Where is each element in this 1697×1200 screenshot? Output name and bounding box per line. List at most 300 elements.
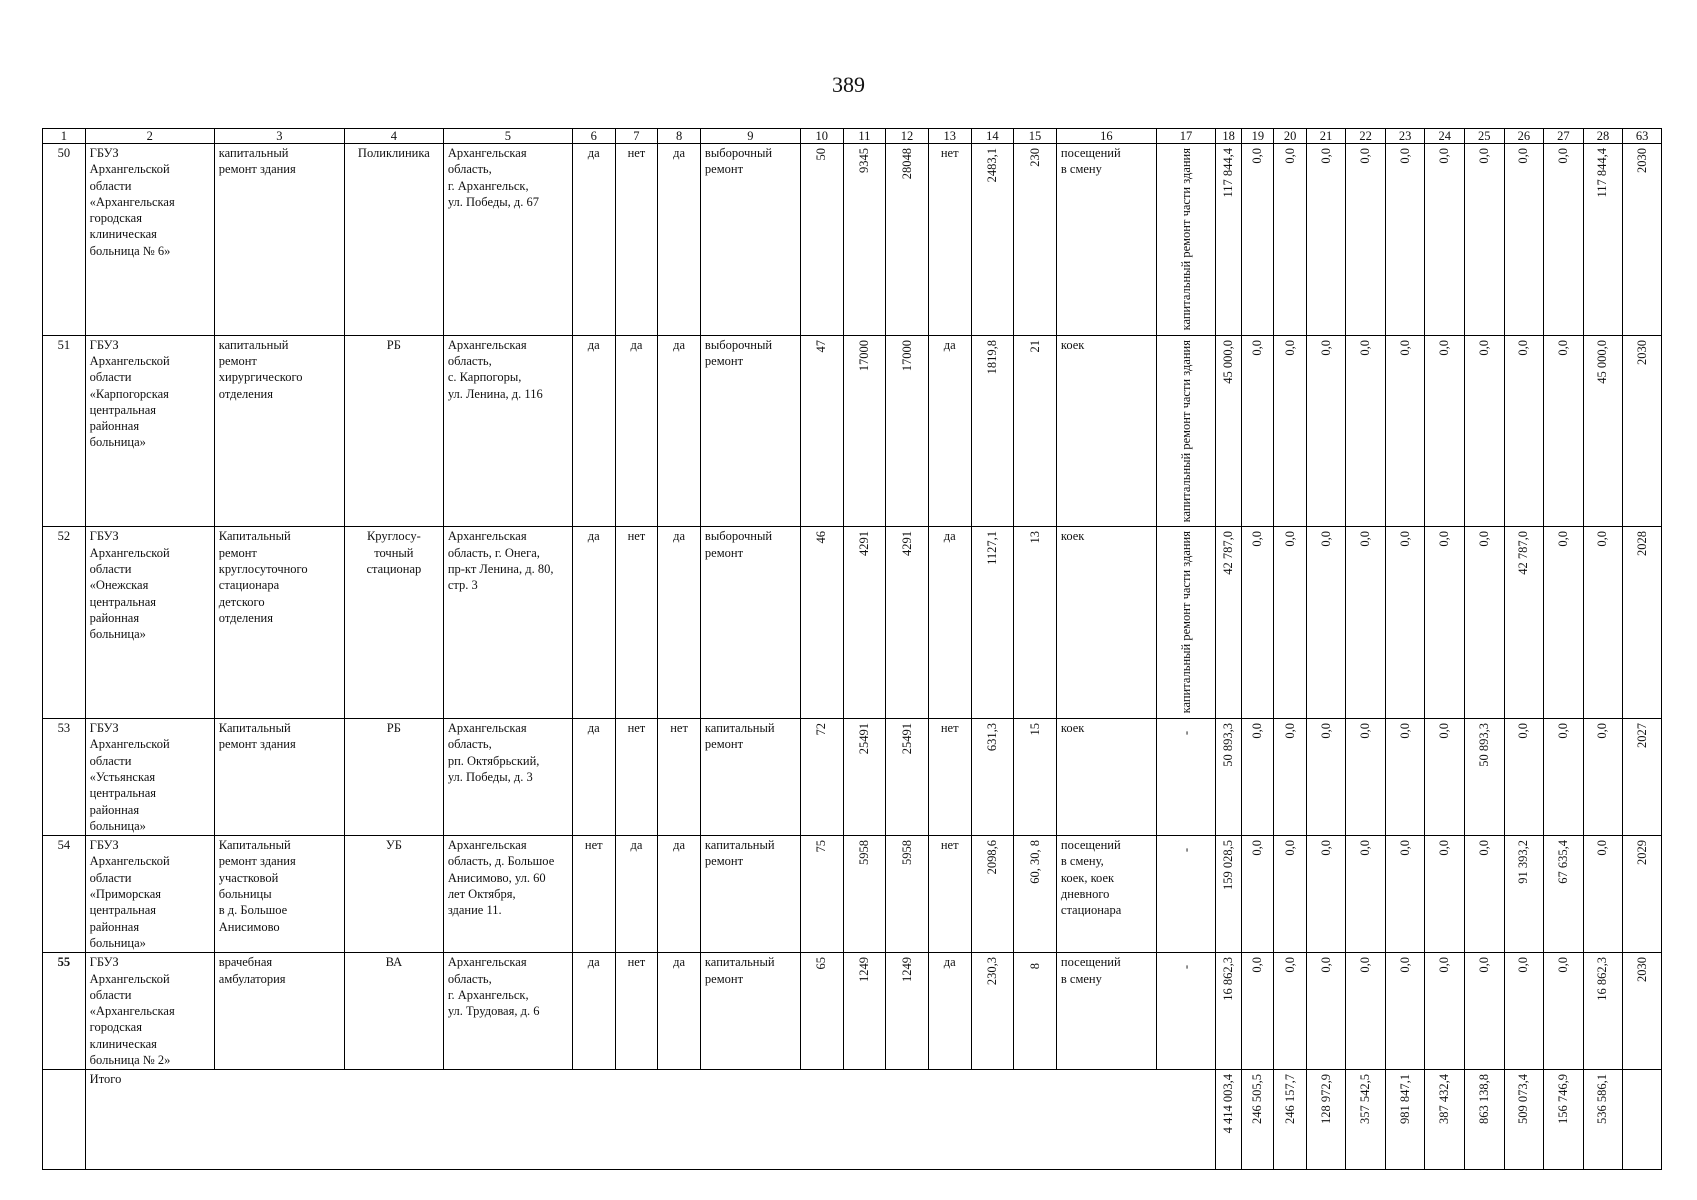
cell-c7: да	[615, 335, 658, 527]
cell-value: 60, 30, 8	[1027, 840, 1042, 884]
cell-c21	[1306, 953, 1346, 1070]
cell-c3: врачебная амбулатория	[214, 953, 344, 1070]
cell-c28	[1583, 335, 1623, 527]
cell-c27	[1544, 953, 1584, 1070]
cell-value: 0,0	[1397, 531, 1412, 548]
column-number-header: 12	[886, 129, 929, 144]
cell-value: 0,0	[1437, 957, 1452, 973]
cell-value: 0,0	[1437, 840, 1452, 856]
cell-c12	[886, 144, 929, 336]
cell-c10	[800, 836, 843, 953]
cell-value: 0,0	[1476, 339, 1491, 356]
cell-c2: ГБУЗ Архангельской области «Приморская центральная районная больница»	[85, 836, 214, 953]
cell-c2: ГБУЗ Архангельской области «Устьянская центральная районная больница»	[85, 719, 214, 836]
column-number-header: 22	[1346, 129, 1386, 144]
total-value: 128 972,9	[1318, 1074, 1333, 1125]
cell-c11	[843, 836, 886, 953]
cell-c14	[971, 335, 1014, 527]
cell-value: 0,0	[1397, 840, 1412, 856]
cell-c11	[843, 335, 886, 527]
total-value: 246 157,7	[1282, 1074, 1297, 1125]
cell-value: 45 000,0	[1221, 339, 1236, 384]
cell-c22	[1346, 527, 1386, 719]
total-label: Итого	[85, 1070, 1216, 1170]
cell-value: капитальный ремонт части здания	[1179, 339, 1193, 523]
cell-value: 0,0	[1250, 723, 1265, 739]
cell-value: 0,0	[1250, 148, 1265, 164]
cell-c20	[1274, 836, 1306, 953]
cell-c24	[1425, 144, 1465, 336]
cell-c22	[1346, 719, 1386, 836]
cell-value: 0,0	[1595, 840, 1610, 856]
cell-c28	[1583, 836, 1623, 953]
column-number-header: 4	[344, 129, 443, 144]
cell-value: 117 844,4	[1595, 148, 1610, 198]
cell-value: 0,0	[1282, 840, 1297, 856]
column-number-header: 13	[928, 129, 971, 144]
cell-value: 0,0	[1318, 723, 1333, 739]
column-number-header: 1	[43, 129, 86, 144]
cell-value: -	[1179, 730, 1193, 736]
cell-c14	[971, 719, 1014, 836]
cell-c20	[1274, 953, 1306, 1070]
cell-value: 25491	[856, 723, 871, 755]
cell-c16: посещений в смену	[1056, 953, 1156, 1070]
cell-c9: выборочный ремонт	[700, 527, 800, 719]
cell-value: 45 000,0	[1595, 339, 1610, 384]
cell-c4: Поликлиника	[344, 144, 443, 336]
cell-c14	[971, 144, 1014, 336]
cell-value: 0,0	[1282, 148, 1297, 164]
cell-value: 0,0	[1250, 840, 1265, 856]
cell-c12	[886, 335, 929, 527]
cell-value: 0,0	[1595, 531, 1610, 548]
cell-c15	[1014, 335, 1057, 527]
cell-value: 42 787,0	[1516, 531, 1531, 576]
cell-c3: капитальный ремонт хирургического отделения	[214, 335, 344, 527]
cell-c6: да	[572, 953, 615, 1070]
cell-c63	[1623, 144, 1662, 336]
column-number-header: 7	[615, 129, 658, 144]
cell-value: 0,0	[1476, 957, 1491, 973]
cell-value: 0,0	[1555, 957, 1570, 973]
column-number-header: 27	[1544, 129, 1584, 144]
cell-c25	[1464, 719, 1504, 836]
cell-c2: ГБУЗ Архангельской области «Архангельская городская клиническая больница № 2»	[85, 953, 214, 1070]
cell-value: 5958	[856, 840, 871, 866]
cell-c15	[1014, 836, 1057, 953]
cell-c27	[1544, 836, 1584, 953]
cell-value: 0,0	[1250, 339, 1265, 356]
cell-c12	[886, 836, 929, 953]
cell-value: 0,0	[1282, 339, 1297, 356]
cell-c11	[843, 953, 886, 1070]
total-value: 156 746,9	[1555, 1074, 1570, 1125]
cell-value: 16 862,3	[1595, 957, 1610, 1002]
column-number-header: 24	[1425, 129, 1465, 144]
cell-c17	[1156, 144, 1215, 336]
cell-value: -	[1179, 965, 1193, 970]
cell-value: 0,0	[1282, 531, 1297, 548]
cell-c14	[971, 953, 1014, 1070]
cell-c24	[1425, 527, 1465, 719]
cell-value: 0,0	[1476, 840, 1491, 856]
cell-c27	[1544, 527, 1584, 719]
cell-value: 72	[814, 723, 829, 736]
cell-value: 0,0	[1250, 531, 1265, 548]
cell-value: 2098,6	[984, 840, 999, 875]
cell-value: 8	[1027, 963, 1042, 970]
column-number-header: 63	[1623, 129, 1662, 144]
cell-c3: Капитальный ремонт круглосуточного стационара детского отделения	[214, 527, 344, 719]
total-cell-c26	[1504, 1070, 1544, 1170]
cell-c27	[1544, 335, 1584, 527]
cell-c5: Архангельская область, д. Большое Анисимово, ул. 60 лет Октября, здание 11.	[443, 836, 572, 953]
cell-value: 2030	[1634, 339, 1649, 365]
cell-c1: 51	[43, 335, 86, 527]
cell-value: 0,0	[1397, 339, 1412, 356]
cell-c28	[1583, 719, 1623, 836]
cell-c21	[1306, 719, 1346, 836]
table-row	[43, 836, 1662, 953]
cell-c17	[1156, 527, 1215, 719]
cell-c19	[1242, 527, 1274, 719]
cell-value: 0,0	[1318, 840, 1333, 856]
cell-c11	[843, 144, 886, 336]
total-cell-c19	[1242, 1070, 1274, 1170]
cell-c4: УБ	[344, 836, 443, 953]
cell-value: 230,3	[984, 957, 999, 986]
cell-value: 0,0	[1516, 723, 1531, 739]
cell-c24	[1425, 836, 1465, 953]
column-number-header: 28	[1583, 129, 1623, 144]
cell-c23	[1385, 836, 1425, 953]
cell-value: 1249	[899, 957, 914, 983]
cell-value: 230	[1027, 148, 1042, 167]
cell-value: 15	[1027, 723, 1042, 736]
cell-c16: коек	[1056, 335, 1156, 527]
cell-c10	[800, 953, 843, 1070]
cell-c63	[1623, 527, 1662, 719]
column-number-header: 21	[1306, 129, 1346, 144]
cell-c15	[1014, 953, 1057, 1070]
cell-c19	[1242, 144, 1274, 336]
cell-c8: да	[658, 953, 701, 1070]
cell-value: 0,0	[1250, 957, 1265, 973]
cell-c2: ГБУЗ Архангельской области «Карпогорская центральная районная больница»	[85, 335, 214, 527]
cell-c8: да	[658, 144, 701, 336]
cell-c16: посещений в смену	[1056, 144, 1156, 336]
cell-value: 0,0	[1397, 723, 1412, 739]
cell-value: 2027	[1634, 723, 1649, 749]
column-number-header: 5	[443, 129, 572, 144]
cell-value: 28048	[899, 148, 914, 180]
cell-c6: да	[572, 719, 615, 836]
cell-value: 0,0	[1318, 957, 1333, 973]
cell-c9: выборочный ремонт	[700, 335, 800, 527]
cell-c18	[1216, 144, 1242, 336]
cell-c5: Архангельская область, г. Архангельск, ул. Трудовая, д. 6	[443, 953, 572, 1070]
total-cell-c23	[1385, 1070, 1425, 1170]
column-number-header: 23	[1385, 129, 1425, 144]
cell-c24	[1425, 953, 1465, 1070]
cell-c13: нет	[928, 836, 971, 953]
cell-c1: 50	[43, 144, 86, 336]
total-value: 357 542,5	[1358, 1074, 1373, 1125]
cell-value: 0,0	[1358, 957, 1373, 973]
table-row	[43, 144, 1662, 336]
cell-c17	[1156, 719, 1215, 836]
cell-c2: ГБУЗ Архангельской области «Онежская центральная районная больница»	[85, 527, 214, 719]
cell-c26	[1504, 527, 1544, 719]
cell-value: 50 893,3	[1476, 723, 1491, 767]
cell-c20	[1274, 144, 1306, 336]
total-value: 509 073,4	[1516, 1074, 1531, 1125]
cell-value: 5958	[899, 840, 914, 866]
cell-value: 67 635,4	[1555, 840, 1570, 884]
cell-c8: нет	[658, 719, 701, 836]
cell-value: 0,0	[1555, 531, 1570, 548]
cell-value: 0,0	[1595, 723, 1610, 739]
cell-c63	[1623, 836, 1662, 953]
total-value: 981 847,1	[1397, 1074, 1412, 1125]
cell-value: 4291	[899, 531, 914, 557]
cell-c6: да	[572, 527, 615, 719]
cell-value: 50	[814, 148, 829, 161]
cell-c21	[1306, 335, 1346, 527]
cell-c20	[1274, 335, 1306, 527]
cell-value: 0,0	[1555, 723, 1570, 739]
cell-c15	[1014, 527, 1057, 719]
cell-c22	[1346, 335, 1386, 527]
cell-c8: да	[658, 527, 701, 719]
cell-value: 0,0	[1358, 723, 1373, 739]
cell-c20	[1274, 719, 1306, 836]
cell-value: 0,0	[1516, 339, 1531, 356]
cell-c13: да	[928, 527, 971, 719]
cell-c7: нет	[615, 144, 658, 336]
cell-c9: капитальный ремонт	[700, 836, 800, 953]
cell-c22	[1346, 836, 1386, 953]
cell-value: 1127,1	[984, 531, 999, 566]
column-number-header: 10	[800, 129, 843, 144]
cell-c3: Капитальный ремонт здания	[214, 719, 344, 836]
cell-value: 0,0	[1358, 148, 1373, 164]
cell-c11	[843, 527, 886, 719]
cell-c63	[1623, 953, 1662, 1070]
total-cell-c28	[1583, 1070, 1623, 1170]
cell-value: 2483,1	[984, 148, 999, 183]
cell-c3: капитальный ремонт здания	[214, 144, 344, 336]
cell-c22	[1346, 953, 1386, 1070]
cell-c26	[1504, 953, 1544, 1070]
cell-c22	[1346, 144, 1386, 336]
cell-c28	[1583, 953, 1623, 1070]
cell-c9: капитальный ремонт	[700, 953, 800, 1070]
cell-c8: да	[658, 335, 701, 527]
total-cell-c18	[1216, 1070, 1242, 1170]
cell-c5: Архангельская область, с. Карпогоры, ул. Ленина, д. 116	[443, 335, 572, 527]
cell-value: 2029	[1634, 840, 1649, 866]
cell-value: 17000	[856, 339, 871, 371]
cell-c25	[1464, 335, 1504, 527]
cell-c27	[1544, 719, 1584, 836]
cell-c8: да	[658, 836, 701, 953]
total-value: 246 505,5	[1250, 1074, 1265, 1125]
total-value: 863 138,8	[1476, 1074, 1491, 1125]
cell-value: 9345	[856, 148, 871, 173]
cell-value: 21	[1027, 339, 1042, 353]
total-empty-cell	[43, 1070, 86, 1170]
cell-c15	[1014, 144, 1057, 336]
cell-value: 91 393,2	[1516, 840, 1531, 884]
column-number-header: 6	[572, 129, 615, 144]
cell-c6: да	[572, 335, 615, 527]
column-number-header: 8	[658, 129, 701, 144]
table-row	[43, 527, 1662, 719]
cell-c7: нет	[615, 953, 658, 1070]
cell-value: 4291	[856, 531, 871, 557]
column-number-header: 3	[214, 129, 344, 144]
cell-c27	[1544, 144, 1584, 336]
column-number-header: 2	[85, 129, 214, 144]
cell-value: 75	[814, 840, 829, 853]
cell-value: 0,0	[1397, 957, 1412, 973]
cell-c20	[1274, 527, 1306, 719]
cell-c14	[971, 836, 1014, 953]
cell-value: 0,0	[1282, 957, 1297, 973]
cell-value: 47	[814, 339, 829, 353]
page-number: 389	[832, 72, 865, 97]
column-number-header: 9	[700, 129, 800, 144]
cell-value: 2030	[1634, 957, 1649, 983]
cell-c21	[1306, 527, 1346, 719]
cell-c5: Архангельская область, г. Онега, пр-кт Ленина, д. 80, стр. 3	[443, 527, 572, 719]
column-number-header: 11	[843, 129, 886, 144]
cell-value: 0,0	[1437, 339, 1452, 356]
cell-value: 0,0	[1358, 531, 1373, 548]
cell-value: 42 787,0	[1221, 531, 1236, 576]
cell-c19	[1242, 836, 1274, 953]
cell-c13: да	[928, 953, 971, 1070]
cell-c7: нет	[615, 527, 658, 719]
cell-value: 0,0	[1358, 840, 1373, 856]
cell-c3: Капитальный ремонт здания участковой больницы в д. Большое Анисимово	[214, 836, 344, 953]
cell-c25	[1464, 836, 1504, 953]
cell-c4: ВА	[344, 953, 443, 1070]
total-row	[43, 1070, 1662, 1170]
table-row	[43, 335, 1662, 527]
cell-c28	[1583, 144, 1623, 336]
cell-c1: 52	[43, 527, 86, 719]
column-number-header: 17	[1156, 129, 1215, 144]
cell-c12	[886, 953, 929, 1070]
column-number-header: 16	[1056, 129, 1156, 144]
cell-c19	[1242, 953, 1274, 1070]
cell-value: 631,3	[984, 723, 999, 752]
cell-value: 0,0	[1318, 339, 1333, 356]
cell-value: -	[1179, 848, 1193, 853]
cell-value: 0,0	[1282, 723, 1297, 739]
cell-c19	[1242, 335, 1274, 527]
cell-value: 17000	[899, 339, 914, 371]
cell-c28	[1583, 527, 1623, 719]
cell-c21	[1306, 836, 1346, 953]
cell-c13: да	[928, 335, 971, 527]
column-number-header: 14	[971, 129, 1014, 144]
cell-c4: РБ	[344, 335, 443, 527]
cell-c63	[1623, 335, 1662, 527]
register-table	[42, 128, 1662, 1170]
cell-c63	[1623, 719, 1662, 836]
cell-c18	[1216, 719, 1242, 836]
cell-c1: 53	[43, 719, 86, 836]
cell-c17	[1156, 953, 1215, 1070]
cell-value: 0,0	[1397, 148, 1412, 164]
total-value: 536 586,1	[1595, 1074, 1610, 1125]
cell-c26	[1504, 335, 1544, 527]
cell-c14	[971, 527, 1014, 719]
cell-c10	[800, 719, 843, 836]
cell-c24	[1425, 335, 1465, 527]
cell-c26	[1504, 836, 1544, 953]
total-cell-c24	[1425, 1070, 1465, 1170]
cell-c5: Архангельская область, г. Архангельск, ул. Победы, д. 67	[443, 144, 572, 336]
cell-c11	[843, 719, 886, 836]
cell-c12	[886, 527, 929, 719]
cell-value: капитальный ремонт части здания	[1179, 531, 1193, 714]
cell-c9: капитальный ремонт	[700, 719, 800, 836]
cell-c10	[800, 335, 843, 527]
cell-value: 0,0	[1476, 531, 1491, 548]
cell-c19	[1242, 719, 1274, 836]
cell-c25	[1464, 953, 1504, 1070]
cell-value: 0,0	[1555, 339, 1570, 356]
cell-c17	[1156, 836, 1215, 953]
header-row	[43, 129, 1662, 144]
cell-c5: Архангельская область, рп. Октябрьский, ул. Победы, д. 3	[443, 719, 572, 836]
cell-c25	[1464, 144, 1504, 336]
cell-c7: да	[615, 836, 658, 953]
cell-c18	[1216, 335, 1242, 527]
total-value: 4 414 003,4	[1221, 1074, 1236, 1134]
cell-c1: 54	[43, 836, 86, 953]
cell-c13: нет	[928, 719, 971, 836]
cell-c23	[1385, 144, 1425, 336]
cell-c10	[800, 144, 843, 336]
cell-c24	[1425, 719, 1465, 836]
cell-value: 0,0	[1516, 148, 1531, 164]
cell-c16: посещений в смену, коек, коек дневного стационара	[1056, 836, 1156, 953]
total-value: 387 432,4	[1437, 1074, 1452, 1125]
cell-value: капитальный ремонт части здания	[1179, 148, 1193, 331]
cell-value: 0,0	[1318, 148, 1333, 164]
cell-value: 0,0	[1476, 148, 1491, 164]
cell-c4: Круглосу- точный стационар	[344, 527, 443, 719]
cell-c21	[1306, 144, 1346, 336]
cell-value: 2028	[1634, 531, 1649, 557]
cell-value: 25491	[899, 723, 914, 755]
cell-c16: коек	[1056, 719, 1156, 836]
cell-value: 2030	[1634, 148, 1649, 173]
cell-value: 0,0	[1437, 531, 1452, 548]
cell-value: 0,0	[1318, 531, 1333, 548]
column-number-header: 26	[1504, 129, 1544, 144]
cell-c23	[1385, 719, 1425, 836]
cell-c17	[1156, 335, 1215, 527]
cell-value: 50 893,3	[1221, 723, 1236, 767]
cell-c23	[1385, 527, 1425, 719]
